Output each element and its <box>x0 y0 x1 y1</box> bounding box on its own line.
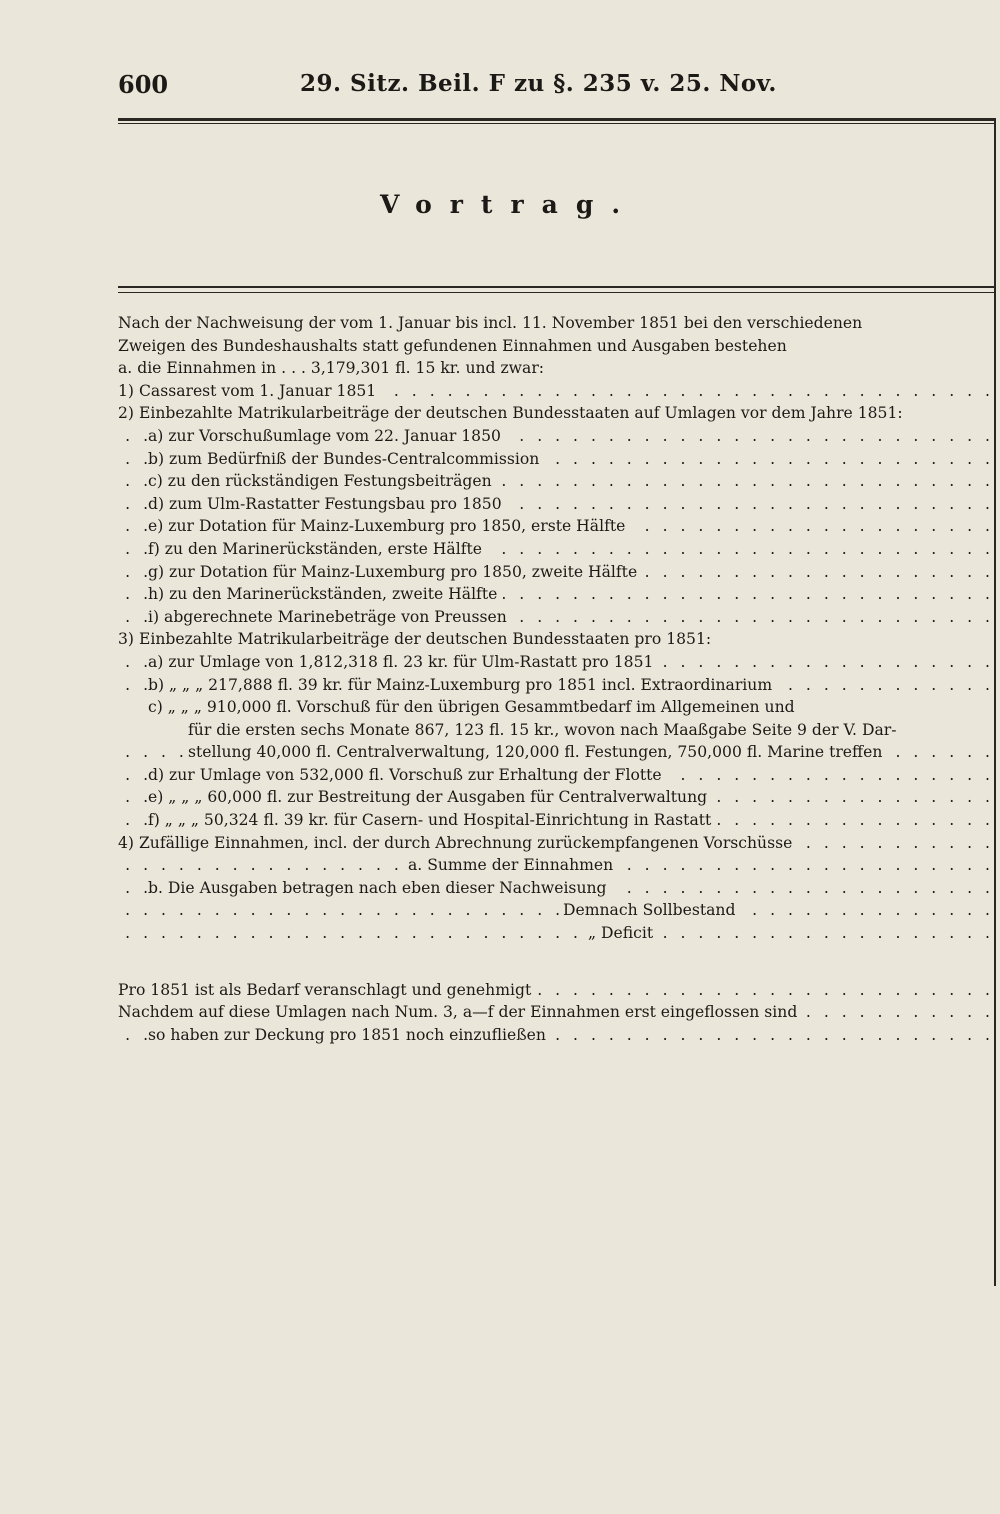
report-line: 2) Einbezahlte Matrikularbeiträge der deutschen Bundesstaaten auf Umlagen vor dem Jahre 1851: <box>118 402 994 425</box>
report-line: Nachdem auf diese Umlagen nach Num. 3, a—f der Einnahmen erst eingeflossen sind . . . <box>118 1001 994 1024</box>
title-rule-bottom <box>118 292 996 293</box>
report-line: Pro 1851 ist als Bedarf veranschlagt und genehmigt . . . <box>118 979 994 1002</box>
report-body <box>118 312 994 1046</box>
report-line: g) zur Dotation für Mainz-Luxemburg pro 1850, zweite Hälfte . . . <box>118 561 994 584</box>
report-line: „ Deficit . . . <box>118 922 994 945</box>
report-line: b) „ „ „ 217,888 fl. 39 kr. für Mainz-Luxemburg pro 1851 incl. Extraordinarium . . . <box>118 674 994 697</box>
report-line: 1) Cassarest vom 1. Januar 1851 . . . <box>118 380 994 403</box>
running-head: 29. Sitz. Beil. F zu §. 235 v. 25. Nov. <box>300 70 777 97</box>
report-line: e) zur Dotation für Mainz-Luxemburg pro 1850, erste Hälfte . . . <box>118 515 994 538</box>
report-line: c) „ „ „ 910,000 fl. Vorschuß für den übrigen Gesammtbedarf im Allgemeinen und <box>118 696 994 719</box>
report-line: f) „ „ „ 50,324 fl. 39 kr. für Casern- und Hospital-Einrichtung in Rastatt . . . <box>118 809 994 832</box>
report-line: a) zur Umlage von 1,812,318 fl. 23 kr. für Ulm-Rastatt pro 1851 . . . <box>118 651 994 674</box>
report-line: e) „ „ „ 60,000 fl. zur Bestreitung der Ausgaben für Centralverwaltung . . . <box>118 786 994 809</box>
report-line: Zweigen des Bundeshaushalts statt gefundenen Einnahmen und Ausgaben bestehen <box>118 335 994 358</box>
report-line: für die ersten sechs Monate 867, 123 fl. 15 kr., wovon nach Maaßgabe Seite 9 der V. Dar- <box>118 719 994 742</box>
header-rule-bottom <box>118 123 996 124</box>
page-header <box>0 66 1000 106</box>
frame-right-lower <box>994 286 996 1286</box>
page-number: 600 <box>118 70 169 99</box>
report-line: Demnach Sollbestand . . . <box>118 899 994 922</box>
header-rule-top <box>118 118 996 121</box>
report-line: h) zu den Marinerückständen, zweite Hälfte . . . <box>118 583 994 606</box>
report-line: f) zu den Marinerückständen, erste Hälfte . . . <box>118 538 994 561</box>
report-line: so haben zur Deckung pro 1851 noch einzufließen . . . <box>118 1024 994 1047</box>
report-line: stellung 40,000 fl. Centralverwaltung, 120,000 fl. Festungen, 750,000 fl. Marine treffen . . . <box>118 741 994 764</box>
report-line: a. die Einnahmen in . . . 3,179,301 fl. 15 kr. und zwar: <box>118 357 994 380</box>
report-line: c) zu den rückständigen Festungsbeiträgen . . . <box>118 470 994 493</box>
document-title: Vortrag. <box>379 190 639 219</box>
report-line: a) zur Vorschußumlage vom 22. Januar 1850 . . . <box>118 425 994 448</box>
report-line: d) zur Umlage von 532,000 fl. Vorschuß zur Erhaltung der Flotte . . . <box>118 764 994 787</box>
report-line: b) zum Bedürfniß der Bundes-Centralcommission . . . <box>118 448 994 471</box>
report-line: i) abgerechnete Marinebeträge von Preussen . . . <box>118 606 994 629</box>
report-line: 4) Zufällige Einnahmen, incl. der durch Abrechnung zurückempfangenen Vorschüsse . . . <box>118 832 994 855</box>
report-line: d) zum Ulm-Rastatter Festungsbau pro 1850 . . . <box>118 493 994 516</box>
report-line: a. Summe der Einnahmen . . . <box>118 854 994 877</box>
report-line: 3) Einbezahlte Matrikularbeiträge der deutschen Bundesstaaten pro 1851: <box>118 628 994 651</box>
report-line: b. Die Ausgaben betragen nach eben dieser Nachweisung . . . <box>118 877 994 900</box>
title-rule-top <box>118 286 996 288</box>
report-line: Nach der Nachweisung der vom 1. Januar bis incl. 11. November 1851 bei den verschiedenen <box>118 312 994 335</box>
